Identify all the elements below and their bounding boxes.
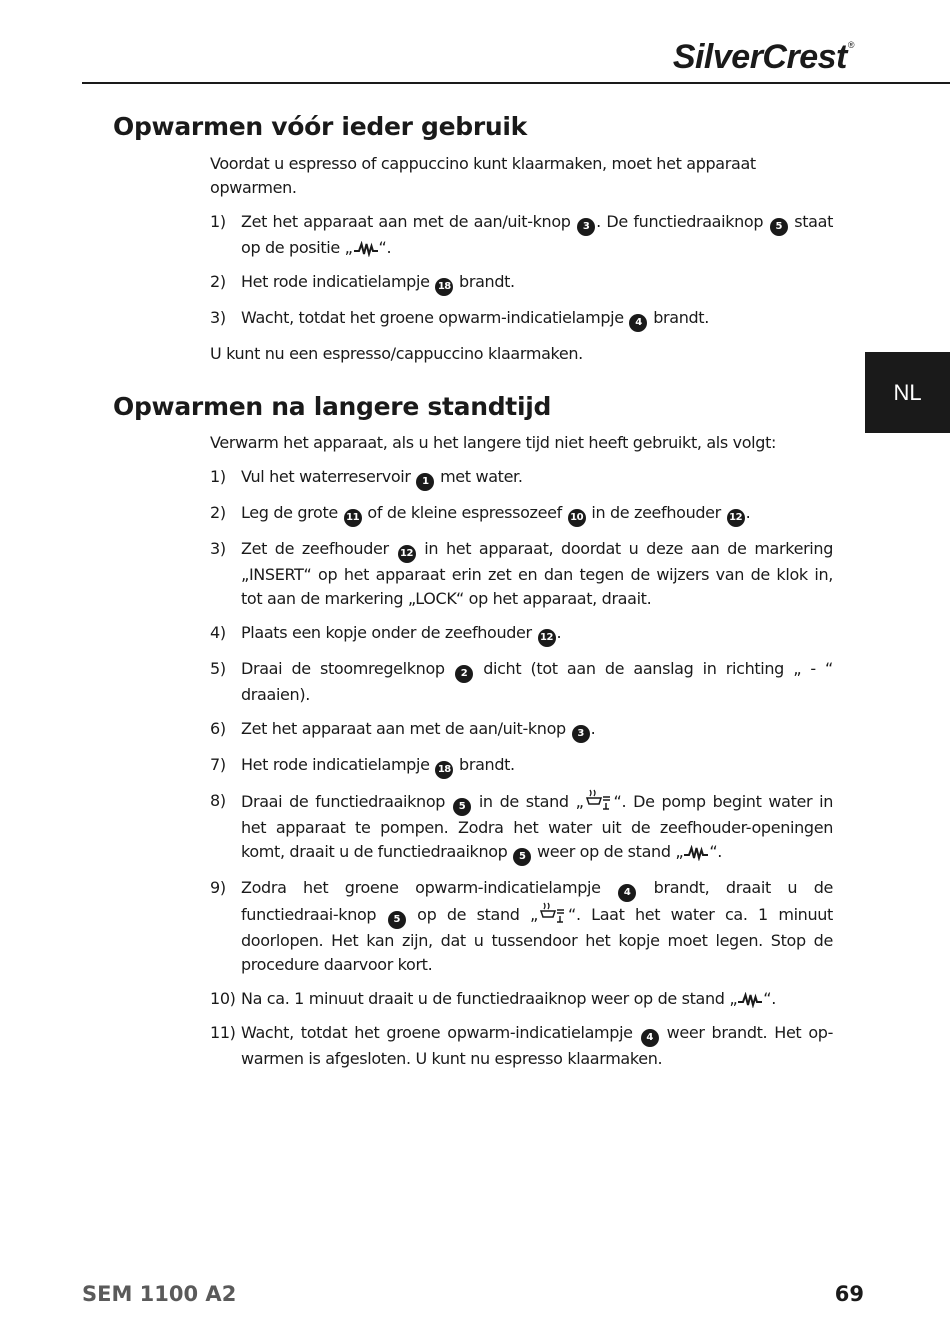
header-rule [82, 82, 950, 84]
step-number: 4) [210, 623, 226, 642]
step-text: Het rode indicatielampje 18 brandt. [241, 270, 833, 296]
step-number: 6) [210, 719, 226, 738]
step-text: Vul het waterreservoir 1 met water. [241, 465, 833, 491]
part-number-badge: 5 [453, 798, 471, 816]
part-number-badge: 18 [435, 761, 453, 779]
list-item [210, 753, 833, 779]
part-number-badge: 12 [538, 629, 556, 647]
step-number: 2) [210, 503, 226, 522]
step-text: Leg de grote 11 of de kleine espressozeef 10 in de zeefhouder 12 . [241, 501, 833, 527]
brand-logo [673, 38, 854, 77]
section-outro: U kunt nu een espresso/cappuccino klaarmaken. [210, 344, 583, 363]
language-tab [865, 352, 950, 433]
list-item [210, 501, 833, 527]
list-item [210, 1021, 833, 1071]
list-item [210, 876, 833, 977]
list-item [210, 306, 833, 332]
preheat-icon [683, 845, 709, 861]
step-number: 2) [210, 272, 226, 291]
section-preheat-before-use [210, 152, 833, 376]
part-number-badge: 5 [770, 218, 788, 236]
step-text: Het rode indicatielampje 18 brandt. [241, 753, 833, 779]
list-item [210, 621, 833, 647]
step-number: 1) [210, 212, 226, 231]
hot-water-cup-icon [584, 789, 614, 811]
step-text: Zet het apparaat aan met de aan/uit-knop 3 . [241, 717, 833, 743]
step-text: Wacht, totdat het groene opwarm-indicatielampje 4 weer brandt. Het op-warmen is afgesloten. U kunt nu espresso klaarmaken. [241, 1023, 833, 1068]
part-number-badge: 4 [641, 1029, 659, 1047]
step-text: Na ca. 1 minuut draait u de functiedraaiknop weer op de stand „ “. [241, 989, 776, 1008]
part-number-badge: 3 [572, 725, 590, 743]
step-text: Plaats een kopje onder de zeefhouder 12 . [241, 621, 833, 647]
list-item [210, 987, 833, 1011]
part-number-badge: 2 [455, 665, 473, 683]
step-number: 10) [210, 989, 236, 1008]
list-item [210, 270, 833, 296]
part-number-badge: 18 [435, 278, 453, 296]
list-item [210, 657, 833, 707]
part-number-badge: 4 [629, 314, 647, 332]
part-number-badge: 4 [618, 884, 636, 902]
step-text: Zet het apparaat aan met de aan/uit-knop 3 . De functiedraaiknop 5 staat op de positie „ “. [241, 212, 833, 257]
section-intro: Verwarm het apparaat, als u het langere tijd niet heeft gebruikt, als volgt: [210, 433, 777, 452]
language-tab-label: NL [893, 379, 922, 405]
step-number: 1) [210, 467, 226, 486]
part-number-badge: 5 [513, 848, 531, 866]
step-number: 5) [210, 659, 226, 678]
footer-model-number: SEM 1100 A2 [82, 1282, 237, 1306]
brand-name: SilverCrest [672, 38, 847, 76]
section-title-preheat-before-use: Opwarmen vóór ieder gebruik [113, 112, 528, 141]
part-number-badge: 10 [568, 509, 586, 527]
step-text: Zet de zeefhouder 12 in het apparaat, doordat u deze aan de markering „INSERT“ op het apparaat erin zet en dan tegen de wijzers van de klok in, tot aan de markering „LOCK“ op het apparaat, draait. [241, 539, 833, 608]
step-list [210, 465, 833, 1071]
step-text: Wacht, totdat het groene opwarm-indicatielampje 4 brandt. [241, 306, 833, 332]
part-number-badge: 3 [577, 218, 595, 236]
preheat-icon [353, 241, 379, 257]
step-number: 11) [210, 1023, 236, 1042]
list-item [210, 789, 833, 866]
step-number: 3) [210, 539, 226, 558]
step-list [210, 210, 833, 332]
preheat-icon [737, 992, 763, 1008]
list-item [210, 717, 833, 743]
list-item [210, 537, 833, 611]
list-item [210, 210, 833, 260]
part-number-badge: 12 [398, 545, 416, 563]
registered-mark: ® [847, 40, 854, 50]
section-title-preheat-after-standstill: Opwarmen na langere standtijd [113, 392, 552, 421]
part-number-badge: 11 [344, 509, 362, 527]
section-intro: Voordat u espresso of cappuccino kunt klaarmaken, moet het apparaat opwarmen. [210, 154, 756, 197]
step-number: 3) [210, 308, 226, 327]
step-number: 7) [210, 755, 226, 774]
step-number: 9) [210, 878, 226, 897]
step-text: Draai de functiedraaiknop 5 in de stand „ “. De pomp begint water in het apparaat te pompen. Zodra het water uit de zeefhouder-openingen komt, draait u de functiedraaiknop 5 weer op de stand „ “. [241, 789, 833, 866]
step-text: Zodra het groene opwarm-indicatielampje 4 brandt, draait u de functiedraai-knop 5 op de stand „ “. Laat het water ca. 1 minuut doorlopen. Het kan zijn, dat u tussendoor het kopje moet legen. Stop de procedure daarvoor kort. [241, 878, 833, 974]
step-text: Draai de stoomregelknop 2 dicht (tot aan de aanslag in richting „ - “ draaien). [241, 659, 833, 704]
section-preheat-after-standstill [210, 431, 833, 1081]
hot-water-cup-icon [538, 902, 568, 924]
part-number-badge: 5 [388, 911, 406, 929]
page-number: 69 [834, 1282, 864, 1306]
part-number-badge: 1 [416, 473, 434, 491]
step-number: 8) [210, 791, 226, 810]
part-number-badge: 12 [727, 509, 745, 527]
list-item [210, 465, 833, 491]
